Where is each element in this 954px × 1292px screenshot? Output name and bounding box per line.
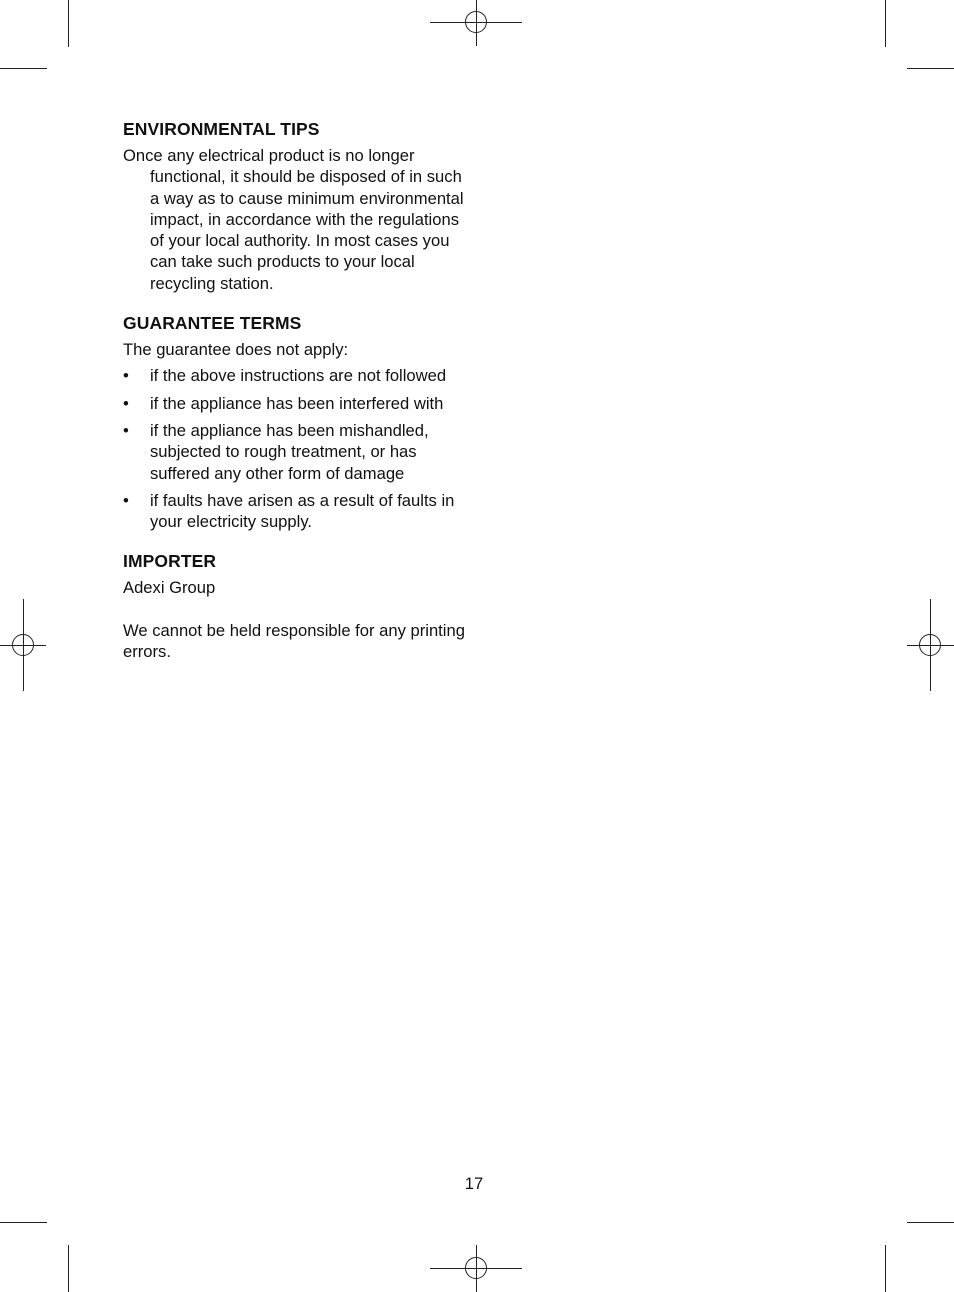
environmental-tips-section [123,118,468,294]
guarantee-intro: The guarantee does not apply: [123,340,349,360]
importer-heading: IMPORTER [123,551,217,572]
list-item [123,365,468,386]
list-item-text: if the above instructions are not followed [150,366,447,386]
importer-section [123,550,468,662]
guarantee-exclusions-list [123,365,468,532]
crop-mark [885,1245,886,1292]
guarantee-terms-heading: GUARANTEE TERMS [123,313,302,334]
printing-errors-disclaimer: We cannot be held responsible for any printing errors. [123,620,465,662]
bullet: • [123,366,129,386]
registration-circle [465,1257,487,1279]
environmental-tips-heading: ENVIRONMENTAL TIPS [123,119,320,139]
registration-circle [12,634,34,656]
list-item-text: if the appliance has been mishandled, subjected to rough treatment, or has suffered any other form of damage [150,420,429,483]
crop-mark [885,0,886,47]
text-column [123,118,468,662]
crop-mark [0,1222,47,1223]
list-item-text: if the appliance has been interfered with [150,393,444,413]
crop-mark [0,68,47,69]
guarantee-terms-section [123,312,468,532]
registration-circle [919,634,941,656]
crop-mark [68,1245,69,1292]
registration-circle [465,11,487,33]
list-item-text: if faults have arisen as a result of faults in your electricity supply. [150,490,455,532]
environmental-tips-body: Once any electrical product is no longer functional, it should be disposed of in such a way as to cause minimum environmental impact, in accordance with the regulations of your local authority. In most cases you can take such products to your local recycling station. [123,146,464,293]
bullet: • [123,393,129,413]
bullet: • [123,420,129,440]
list-item [123,393,468,414]
list-item [123,490,468,533]
crop-mark [68,0,69,47]
bullet: • [123,490,129,510]
crop-mark [907,1222,954,1223]
list-item [123,420,468,484]
importer-name: Adexi Group [123,578,216,598]
page-number: 17 [464,1174,484,1193]
crop-mark [907,68,954,69]
